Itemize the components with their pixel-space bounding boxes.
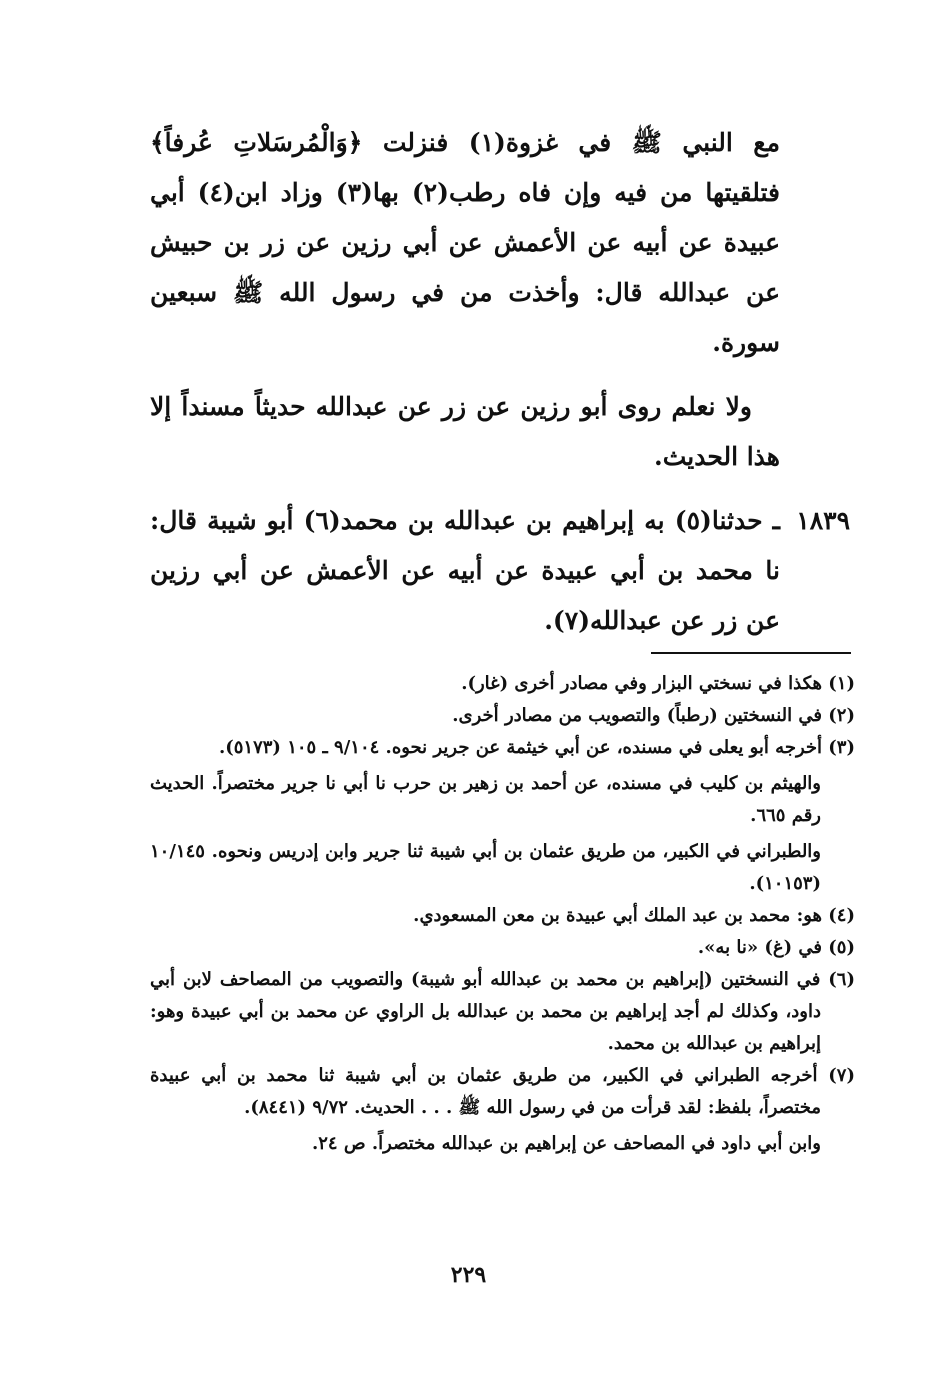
footnote-7: (٧) أخرجه الطبراني في الكبير، من طريق عثمان بن أبي شيبة ثنا محمد بن أبي عبيدة مختصراً، بلفظ: لقد قرأت من في رسول الله ﷺ . . . الحديث. ٩/٧٢ (٨٤٤١). xyxy=(150,1065,855,1118)
main-text xyxy=(150,118,850,646)
hadith-paragraph xyxy=(150,496,850,646)
footnotes xyxy=(150,668,855,1160)
footnote-1: (١) هكذا في نسختي البزار وفي مصادر أخرى (غار). xyxy=(461,673,855,694)
page-number: ٢٢٩ xyxy=(450,1262,487,1288)
paragraph-2: ولا نعلم روى أبو رزين عن زر عن عبدالله حديثاً مسنداً إلا هذا الحديث. xyxy=(150,392,780,471)
footnote-7-continued: وابن أبي داود في المصاحف عن إبراهيم بن عبدالله مختصراً. ص ٢٤. xyxy=(311,1133,821,1154)
footnote-3: (٣) أخرجه أبو يعلى في مسنده، عن أبي خيثمة عن جرير نحوه. ٩/١٠٤ ـ ١٠٥ (٥١٧٣). xyxy=(218,737,855,758)
footnote-4: (٤) هو: محمد بن عبد الملك أبي عبيدة بن معن المسعودي. xyxy=(413,905,855,926)
footnote-2: (٢) في النسختين (رطباً) والتصويب من مصادر أخرى. xyxy=(452,705,855,726)
footnote-separator xyxy=(651,652,851,654)
footnote-5: (٥) في (غ) «نا به». xyxy=(697,937,855,958)
paragraph-1: مع النبي ﷺ في غزوة(١) فنزلت ﴿وَالْمُرسَلاتِ عُرفاً﴾ فتلقيتها من فيه وإن فاه رطب(٢) بها(٣) وزاد ابن(٤) أبي عبيدة عن أبيه عن الأعمش عن أبي رزين عن زر بن حبيش عن عبدالله قال: وأخذت من في رسول الله ﷺ سبعين سورة. xyxy=(150,128,780,357)
footnote-3-continued-a: والهيثم بن كليب في مسنده، عن أحمد بن زهير بن حرب نا أبي نا جرير مختصراً. الحديث رقم ٦٦٥. xyxy=(150,773,821,826)
footnote-6: (٦) في النسختين (إبراهيم بن محمد بن عبدالله أبو شيبة) والتصويب من المصاحف لابن أبي داود، وكذلك لم أجد إبراهيم بن محمد بن عبدالله بل الراوي عن محمد بن أبي عبيدة وهو: إبراهيم بن عبدالله بن محمد. xyxy=(150,969,855,1054)
hadith-text: ـ حدثنا(٥) به إبراهيم بن عبدالله بن محمد(٦) أبو شيبة قال: نا محمد بن أبي عبيدة عن أبيه عن الأعمش عن أبي رزين عن زر عن عبدالله(٧). xyxy=(150,506,780,635)
footnote-3-continued-b: والطبراني في الكبير، من طريق عثمان بن أبي شيبة ثنا جرير وابن إدريس ونحوه. ١٠/١٤٥ (١٠١٥٣). xyxy=(150,841,821,894)
hadith-number: ١٨٣٩ xyxy=(796,506,850,535)
